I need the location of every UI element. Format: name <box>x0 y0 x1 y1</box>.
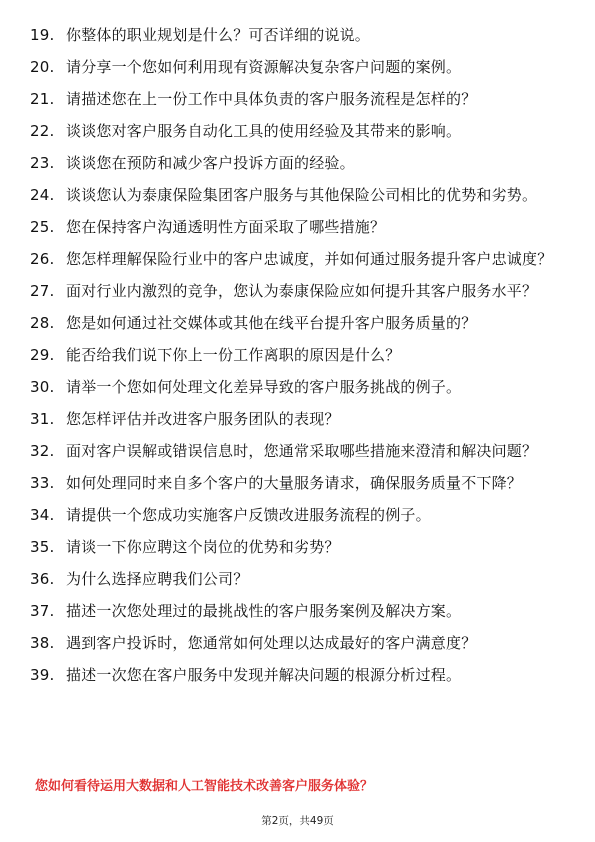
question-text: 描述一次您处理过的最挑战性的客户服务案例及解决方案。 <box>66 602 462 620</box>
question-text: 您在保持客户沟通透明性方面采取了哪些措施？ <box>66 218 386 236</box>
question-item <box>0 504 595 527</box>
question-number: 35. <box>30 538 55 556</box>
question-text: 您是如何通过社交媒体或其他在线平台提升客户服务质量的？ <box>66 314 477 332</box>
question-text: 谈谈您对客户服务自动化工具的使用经验及其带来的影响。 <box>66 122 462 140</box>
question-text: 您怎样理解保险行业中的客户忠诚度，并如何通过服务提升客户忠诚度？ <box>66 250 553 268</box>
question-text: 请举一个您如何处理文化差异导致的客户服务挑战的例子。 <box>66 378 462 396</box>
question-item <box>0 120 595 143</box>
question-item <box>0 248 595 271</box>
question-text: 谈谈您在预防和减少客户投诉方面的经验。 <box>66 154 355 172</box>
question-text: 面对行业内激烈的竞争，您认为泰康保险应如何提升其客户服务水平？ <box>66 282 538 300</box>
question-item <box>0 152 595 175</box>
question-number: 39. <box>30 666 55 684</box>
question-number: 19. <box>30 26 55 44</box>
question-item <box>0 408 595 431</box>
question-text: 请描述您在上一份工作中具体负责的客户服务流程是怎样的？ <box>66 90 477 108</box>
question-number: 29. <box>30 346 55 364</box>
question-number: 22. <box>30 122 55 140</box>
question-text: 谈谈您认为泰康保险集团客户服务与其他保险公司相比的优势和劣势。 <box>66 186 538 204</box>
question-number: 37. <box>30 602 55 620</box>
question-item <box>0 568 595 591</box>
question-text: 如何处理同时来自多个客户的大量服务请求，确保服务质量不下降？ <box>66 474 523 492</box>
question-item <box>0 664 595 687</box>
question-number: 25. <box>30 218 55 236</box>
question-text: 面对客户误解或错误信息时，您通常采取哪些措施来澄清和解决问题？ <box>66 442 538 460</box>
question-number: 30. <box>30 378 55 396</box>
question-number: 33. <box>30 474 55 492</box>
question-item <box>0 472 595 495</box>
question-number: 38. <box>30 634 55 652</box>
question-item <box>0 536 595 559</box>
question-item <box>0 88 595 111</box>
question-list <box>0 24 595 696</box>
question-number: 32. <box>30 442 55 460</box>
question-text: 您怎样评估并改进客户服务团队的表现？ <box>66 410 340 428</box>
page-footer: 第2页，共49页 <box>261 815 334 827</box>
question-item <box>0 56 595 79</box>
question-number: 21. <box>30 90 55 108</box>
highlight-question: 您如何看待运用大数据和人工智能技术改善客户服务体验？ <box>35 779 374 794</box>
question-item <box>0 632 595 655</box>
question-number: 26. <box>30 250 55 268</box>
question-item <box>0 376 595 399</box>
question-text: 你整体的职业规划是什么？可否详细的说说。 <box>66 26 371 44</box>
question-item <box>0 24 595 47</box>
question-number: 27. <box>30 282 55 300</box>
question-number: 23. <box>30 154 55 172</box>
question-item <box>0 216 595 239</box>
question-item <box>0 184 595 207</box>
question-number: 34. <box>30 506 55 524</box>
question-text: 遇到客户投诉时，您通常如何处理以达成最好的客户满意度？ <box>66 634 477 652</box>
question-text: 为什么选择应聘我们公司？ <box>66 570 249 588</box>
question-item <box>0 600 595 623</box>
question-text: 能否给我们说下你上一份工作离职的原因是什么？ <box>66 346 401 364</box>
question-number: 28. <box>30 314 55 332</box>
question-item <box>0 440 595 463</box>
question-item <box>0 344 595 367</box>
question-number: 31. <box>30 410 55 428</box>
question-number: 24. <box>30 186 55 204</box>
question-text: 请谈一下你应聘这个岗位的优势和劣势？ <box>66 538 340 556</box>
question-number: 20. <box>30 58 55 76</box>
question-text: 请提供一个您成功实施客户反馈改进服务流程的例子。 <box>66 506 431 524</box>
question-text: 请分享一个您如何利用现有资源解决复杂客户问题的案例。 <box>66 58 462 76</box>
question-number: 36. <box>30 570 55 588</box>
question-text: 描述一次您在客户服务中发现并解决问题的根源分析过程。 <box>66 666 462 684</box>
question-item <box>0 280 595 303</box>
question-item <box>0 312 595 335</box>
